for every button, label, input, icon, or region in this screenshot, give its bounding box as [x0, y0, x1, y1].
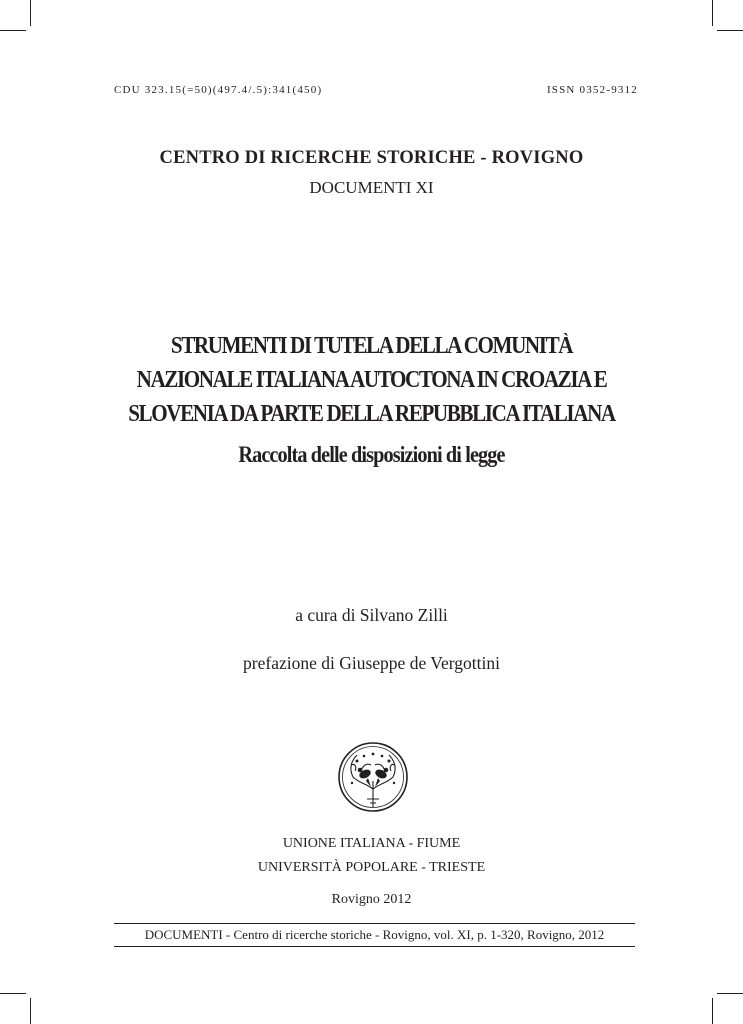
- publisher-2: UNIVERSITÀ POPOLARE - TRIESTE: [257, 860, 486, 875]
- crop-mark-top-left-vertical: [30, 0, 31, 26]
- crop-mark-bottom-right-vertical: [712, 998, 713, 1024]
- title-line-2: NAZIONALE ITALIANA AUTOCTONA IN CROAZIA E: [136, 367, 607, 393]
- place-year: Rovigno 2012: [331, 892, 412, 907]
- crop-mark-top-right-horizontal: [717, 30, 743, 31]
- subtitle: Raccolta delle disposizioni di legge: [238, 442, 505, 467]
- crop-mark-top-right-vertical: [712, 0, 713, 26]
- citation-line: DOCUMENTI - Centro di ricerche storiche - Rovigno, vol. XI, p. 1-320, Rovigno, 2012: [144, 927, 605, 942]
- cdu-code: CDU 323.15(=50)(497.4/.5):341(450): [114, 84, 323, 96]
- series-name: DOCUMENTI XI: [309, 178, 434, 197]
- issn-code: ISSN 0352-9312: [546, 84, 638, 96]
- birds-tree-seal-icon: [337, 741, 409, 813]
- title-line-1: STRUMENTI DI TUTELA DELLA COMUNITÀ: [170, 333, 573, 359]
- preface-credit: prefazione di Giuseppe de Vergottini: [243, 653, 500, 673]
- crop-mark-top-left-horizontal: [0, 30, 26, 31]
- citation-rule-top: [114, 923, 635, 924]
- crop-mark-bottom-left-vertical: [30, 998, 31, 1024]
- publisher-1: UNIONE ITALIANA - FIUME: [282, 836, 461, 851]
- crop-mark-bottom-right-horizontal: [717, 993, 743, 994]
- institute-name: CENTRO DI RICERCHE STORICHE - ROVIGNO: [159, 148, 584, 168]
- citation-rule-bottom: [114, 946, 635, 947]
- editor-credit: a cura di Silvano Zilli: [295, 605, 448, 625]
- title-line-3: SLOVENIA DA PARTE DELLA REPUBBLICA ITALIANA: [128, 401, 615, 427]
- crop-mark-bottom-left-horizontal: [0, 993, 26, 994]
